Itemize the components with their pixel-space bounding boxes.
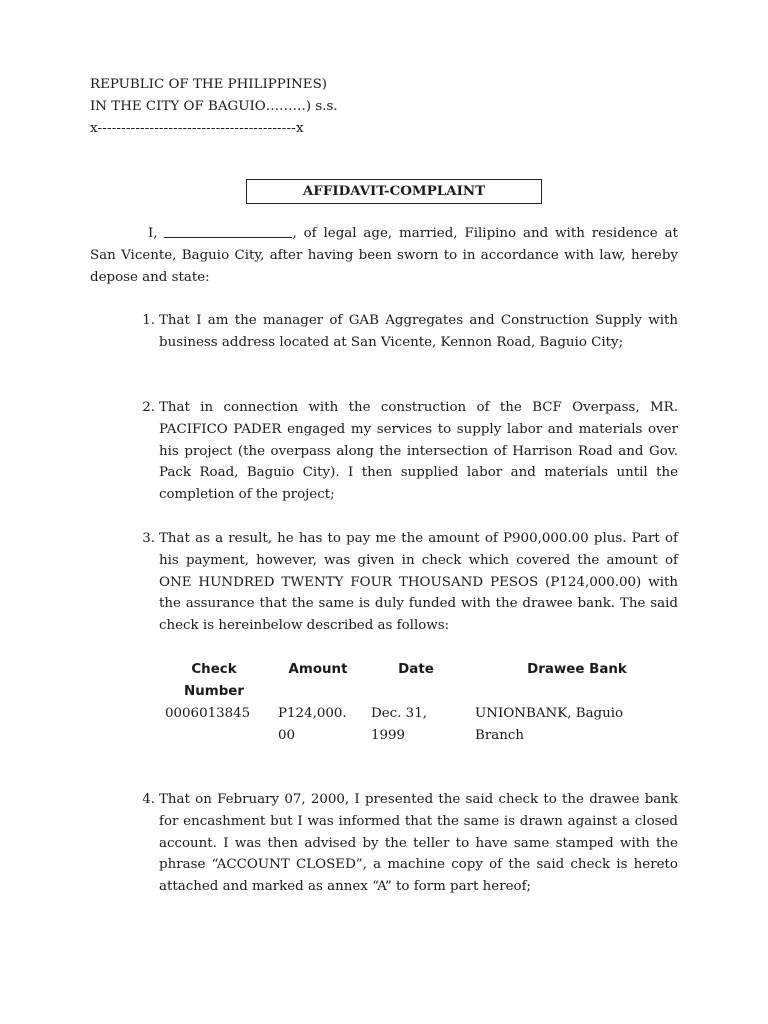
item-number: 2. [142,400,155,415]
venue-caption-divider: x------------------------------------------x [90,121,304,136]
item-text: That I am the manager of GAB Aggregates and Construction Supply with business address located at San Vicente, Kennon Road, Baguio City; [159,313,678,350]
cell-drawee-bank: UNIONBANK, Baguio Branch [475,706,624,743]
item-text: That in connection with the construction of the BCF Overpass, MR. PACIFICO PADER engaged my services to supply labor and materials over his project (the overpass along the intersection of Harrison Road and Gov. Pack Road, Baguio City). I then supplied labor and materials until the completion of the project; [159,400,678,503]
header-check-number: Check Number [184,662,244,699]
header-date: Date [398,662,434,677]
item-text: That as a result, he has to pay me the amount of P900,000.00 plus. Part of his payment, however, was given in check which covered the amount of ONE HUNDRED TWENTY FOUR THOUSAND PESOS (P124,000.00) with the assurance that the same is duly funded with the drawee bank. The said check is hereinbelow described as follows: [159,531,678,634]
document-title: AFFIDAVIT-COMPLAINT [246,179,542,204]
intro-rest: , of legal age, married, Filipino and with residence at San Vicente, Baguio City, after having been sworn to in accordance with law, hereby depose and state: [90,226,678,285]
item-number: 4. [142,792,155,807]
cell-check-number: 0006013845 [165,706,251,721]
item-text: That on February 07, 2000, I presented the said check to the drawee bank for encashment but I was informed that the same is drawn against a closed account. I was then advised by the teller to have same stamped with the phrase “ACCOUNT CLOSED”, a machine copy of the said check is hereto attached and marked as annex “A” to form part hereof; [159,792,678,895]
venue-caption-city: IN THE CITY OF BAGUIO………) s.s. [90,99,338,114]
intro-start: I, [148,226,165,241]
cell-amount: P124,000.00 [278,706,347,743]
header-amount: Amount [288,662,348,677]
intro-paragraph [90,223,678,288]
item-number: 1. [142,313,155,328]
name-blank-line [164,225,292,238]
cell-date: Dec. 31, 1999 [371,706,427,743]
header-drawee-bank: Drawee Bank [527,662,627,677]
item-number: 3. [142,531,155,546]
venue-caption-republic: REPUBLIC OF THE PHILIPPINES) [90,77,327,92]
